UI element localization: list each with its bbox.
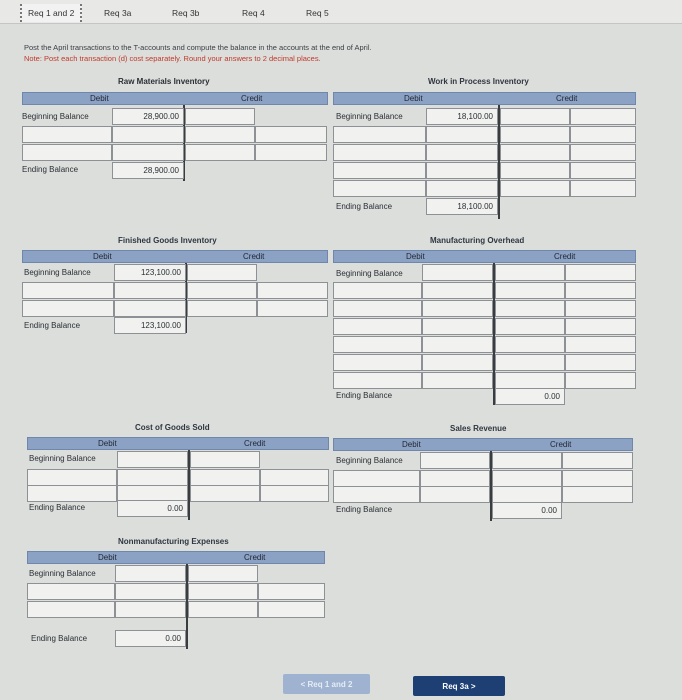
beginning-balance-label: Beginning Balance (22, 112, 89, 121)
debit-entry[interactable] (422, 282, 493, 299)
credit-label: Credit (241, 94, 263, 103)
ending-balance-debit: 123,100.00 (114, 317, 186, 334)
debit-entry[interactable] (112, 144, 184, 161)
debit-entry[interactable] (114, 300, 186, 317)
ending-balance-debit: 18,100.00 (426, 198, 498, 215)
entry-label[interactable] (27, 469, 117, 486)
credit-entry[interactable] (492, 486, 562, 503)
debit-entry[interactable] (114, 282, 186, 299)
beginning-balance-debit[interactable]: 123,100.00 (114, 264, 186, 281)
entry-label[interactable] (565, 264, 636, 281)
credit-entry[interactable] (495, 264, 565, 281)
credit-entry[interactable] (495, 354, 565, 371)
entry-label[interactable] (565, 318, 636, 335)
debit-label: Debit (404, 94, 423, 103)
credit-entry[interactable] (495, 282, 565, 299)
entry-label[interactable] (22, 300, 114, 317)
credit-entry[interactable] (495, 336, 565, 353)
debit-entry[interactable] (422, 300, 493, 317)
account-header (22, 250, 328, 263)
debit-label: Debit (406, 252, 425, 261)
tab-req-3b[interactable]: Req 3b (172, 8, 200, 18)
ending-balance-label: Ending Balance (336, 202, 393, 211)
account-title: Manufacturing Overhead (430, 236, 525, 245)
entry-label[interactable] (260, 485, 329, 502)
entry-label[interactable] (27, 485, 117, 502)
debit-entry[interactable] (426, 162, 498, 179)
credit-entry[interactable] (495, 372, 565, 389)
credit-entry[interactable] (500, 162, 570, 179)
entry-label[interactable] (255, 144, 327, 161)
prev-button[interactable]: < Req 1 and 2 (283, 674, 370, 694)
credit-entry[interactable] (185, 126, 255, 143)
debit-label: Debit (402, 440, 421, 449)
entry-label[interactable] (333, 162, 426, 179)
credit-entry[interactable] (187, 264, 257, 281)
beginning-balance-label: Beginning Balance (29, 454, 96, 463)
account-header (333, 438, 633, 451)
debit-label: Debit (90, 94, 109, 103)
account-title: Raw Materials Inventory (118, 77, 210, 86)
beginning-balance-label: Beginning Balance (336, 269, 403, 278)
credit-entry[interactable] (500, 144, 570, 161)
tab-req-5[interactable]: Req 5 (306, 8, 329, 18)
beginning-balance-label: Beginning Balance (336, 112, 403, 121)
tab-req-3a[interactable]: Req 3a (104, 8, 132, 18)
entry-label[interactable] (333, 470, 420, 487)
beginning-balance-debit[interactable] (117, 451, 188, 468)
entry-label[interactable] (562, 470, 633, 487)
entry-label[interactable] (562, 452, 633, 469)
debit-entry[interactable] (422, 354, 493, 371)
entry-label[interactable] (257, 300, 328, 317)
entry-label[interactable] (333, 486, 420, 503)
entry-label[interactable] (22, 144, 112, 161)
debit-entry[interactable] (426, 180, 498, 197)
ending-balance-debit: 28,900.00 (112, 162, 184, 179)
entry-label[interactable] (570, 126, 636, 143)
debit-entry[interactable] (117, 469, 188, 486)
ending-balance-debit: 0.00 (115, 630, 186, 647)
credit-entry[interactable] (492, 470, 562, 487)
entry-label[interactable] (570, 108, 636, 125)
entry-label[interactable] (333, 126, 426, 143)
entry-label[interactable] (27, 583, 115, 600)
debit-label: Debit (98, 439, 117, 448)
account-title: Finished Goods Inventory (118, 236, 217, 245)
credit-entry[interactable] (495, 318, 565, 335)
account-title: Cost of Goods Sold (135, 423, 210, 432)
ending-balance-label: Ending Balance (336, 505, 393, 514)
tab-req-1-and-2[interactable]: Req 1 and 2 (20, 4, 82, 22)
entry-label[interactable] (22, 126, 112, 143)
debit-entry[interactable] (422, 318, 493, 335)
debit-entry[interactable] (115, 583, 186, 600)
credit-label: Credit (244, 553, 266, 562)
beginning-balance-label: Beginning Balance (336, 456, 403, 465)
beginning-balance-label: Beginning Balance (24, 268, 91, 277)
ending-balance-label: Ending Balance (31, 634, 88, 643)
entry-label[interactable] (255, 126, 327, 143)
ending-balance-label: Ending Balance (29, 503, 86, 512)
debit-entry[interactable] (426, 126, 498, 143)
credit-entry[interactable] (187, 282, 257, 299)
debit-entry[interactable] (115, 601, 186, 618)
entry-label[interactable] (333, 144, 426, 161)
beginning-balance-label: Beginning Balance (29, 569, 96, 578)
beginning-balance-debit[interactable] (115, 565, 186, 582)
debit-label: Debit (93, 252, 112, 261)
entry-label[interactable] (570, 180, 636, 197)
credit-label: Credit (550, 440, 572, 449)
entry-label[interactable] (333, 282, 422, 299)
debit-entry[interactable] (426, 144, 498, 161)
entry-label[interactable] (565, 372, 636, 389)
credit-entry[interactable] (188, 583, 258, 600)
account-header (27, 437, 329, 450)
credit-label: Credit (243, 252, 265, 261)
entry-label[interactable] (570, 162, 636, 179)
instruction-note: Note: Post each transaction (d) cost separately. Round your answers to 2 decimal places. (24, 54, 321, 63)
debit-entry[interactable] (420, 470, 490, 487)
ending-balance-credit: 0.00 (495, 388, 565, 405)
entry-label[interactable] (565, 336, 636, 353)
instruction-text: Post the April transactions to the T-accounts and compute the balance in the accounts at the end of April. (24, 43, 372, 52)
entry-label[interactable] (333, 180, 426, 197)
account-title: Sales Revenue (450, 424, 507, 433)
debit-entry[interactable] (422, 336, 493, 353)
entry-label[interactable] (565, 282, 636, 299)
ending-balance-label: Ending Balance (22, 165, 79, 174)
entry-label[interactable] (333, 372, 422, 389)
credit-entry[interactable] (185, 144, 255, 161)
credit-entry[interactable] (500, 108, 570, 125)
debit-entry[interactable] (422, 372, 493, 389)
entry-label[interactable] (258, 601, 325, 618)
credit-entry[interactable] (190, 451, 260, 468)
entry-label[interactable] (333, 336, 422, 353)
beginning-balance-debit[interactable] (420, 452, 490, 469)
ending-balance-label: Ending Balance (24, 321, 81, 330)
credit-entry[interactable] (500, 126, 570, 143)
entry-label[interactable] (565, 300, 636, 317)
account-header (333, 92, 636, 105)
beginning-balance-debit[interactable]: 28,900.00 (112, 108, 184, 125)
account-title: Work in Process Inventory (428, 77, 529, 86)
credit-entry[interactable] (185, 108, 255, 125)
credit-entry[interactable] (188, 565, 258, 582)
entry-label[interactable] (570, 144, 636, 161)
entry-label[interactable] (333, 318, 422, 335)
credit-entry[interactable] (190, 485, 260, 502)
entry-label[interactable] (22, 282, 114, 299)
credit-label: Credit (556, 94, 578, 103)
account-header (22, 92, 328, 105)
tab-req-4[interactable]: Req 4 (242, 8, 265, 18)
credit-entry[interactable] (500, 180, 570, 197)
debit-label: Debit (98, 553, 117, 562)
account-title: Nonmanufacturing Expenses (118, 537, 229, 546)
debit-entry[interactable] (420, 486, 490, 503)
entry-label[interactable] (27, 601, 115, 618)
credit-entry[interactable] (188, 601, 258, 618)
credit-entry[interactable] (495, 300, 565, 317)
debit-entry[interactable] (112, 126, 184, 143)
ending-balance-credit: 0.00 (492, 502, 562, 519)
beginning-balance-debit[interactable]: 18,100.00 (426, 108, 498, 125)
account-header (27, 551, 325, 564)
ending-balance-label: Ending Balance (336, 391, 393, 400)
credit-entry[interactable] (492, 452, 562, 469)
account-header (333, 250, 636, 263)
credit-entry[interactable] (187, 300, 257, 317)
entry-label[interactable] (333, 354, 422, 371)
ending-balance-debit: 0.00 (117, 500, 188, 517)
entry-label[interactable] (562, 486, 633, 503)
entry-label[interactable] (333, 300, 422, 317)
instructions (24, 42, 372, 64)
entry-label[interactable] (260, 469, 329, 486)
entry-label[interactable] (257, 282, 328, 299)
requirement-tabs (0, 0, 682, 24)
entry-label[interactable] (565, 354, 636, 371)
credit-entry[interactable] (190, 469, 260, 486)
credit-label: Credit (554, 252, 576, 261)
credit-label: Credit (244, 439, 266, 448)
entry-label[interactable] (258, 583, 325, 600)
next-button[interactable]: Req 3a > (413, 676, 505, 696)
beginning-balance-debit[interactable] (422, 264, 493, 281)
